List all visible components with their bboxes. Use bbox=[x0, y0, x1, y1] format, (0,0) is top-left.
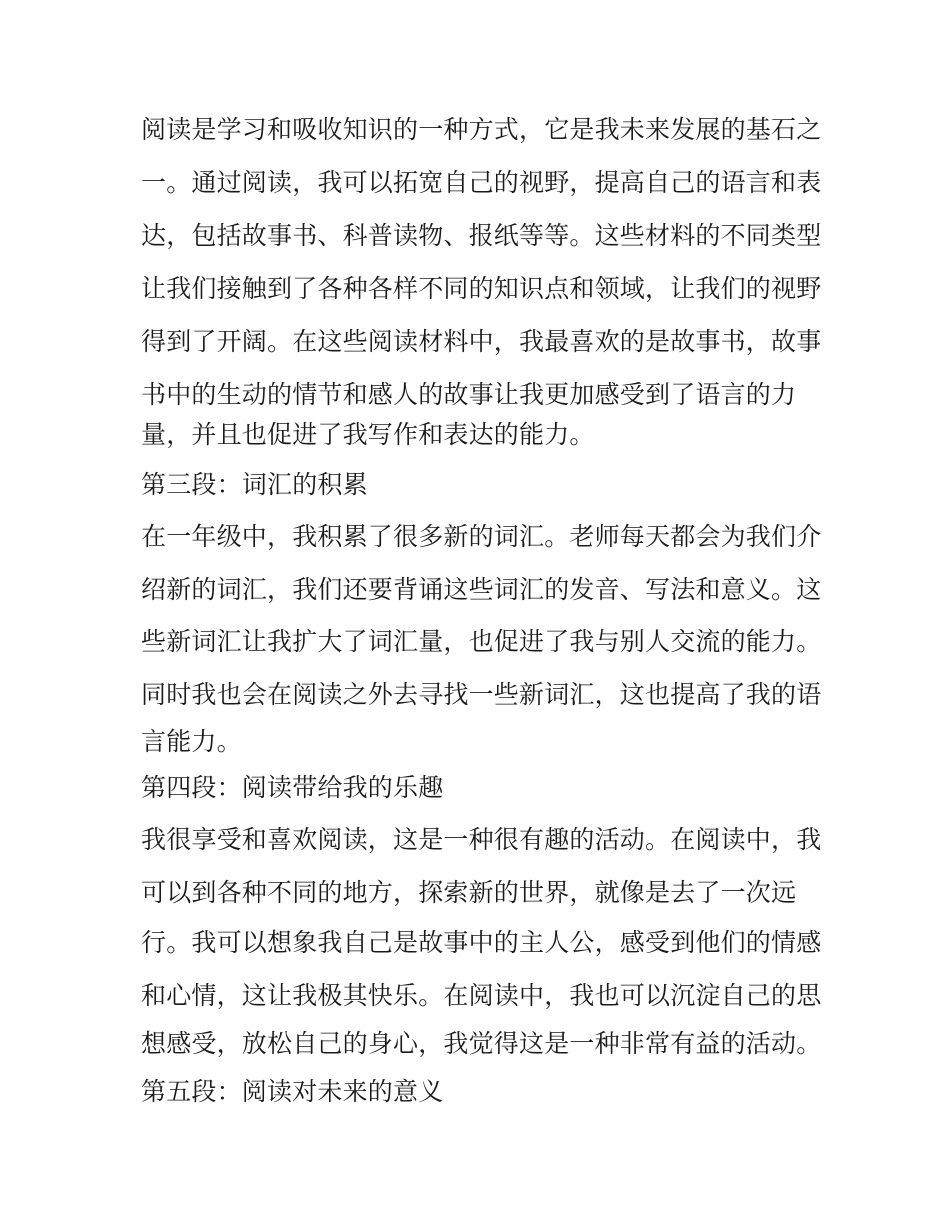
paragraph-line: 些新词汇让我扩大了词汇量，也促进了我与别人交流的能力。 bbox=[141, 627, 821, 656]
paragraph-line: 达，包括故事书、科普读物、报纸等等。这些材料的不同类型 bbox=[141, 221, 821, 250]
section-heading: 第三段：词汇的积累 bbox=[141, 470, 368, 499]
paragraph-line: 同时我也会在阅读之外去寻找一些新词汇，这也提高了我的语 bbox=[141, 680, 821, 709]
paragraph-line: 我很享受和喜欢阅读，这是一种很有趣的活动。在阅读中，我 bbox=[141, 825, 821, 854]
paragraph-line: 一。通过阅读，我可以拓宽自己的视野，提高自己的语言和表 bbox=[141, 168, 821, 197]
section-heading: 第五段：阅读对未来的意义 bbox=[141, 1077, 444, 1106]
paragraph-line: 言能力。 bbox=[141, 727, 242, 756]
paragraph-line: 阅读是学习和吸收知识的一种方式，它是我未来发展的基石之 bbox=[141, 115, 821, 144]
paragraph-line: 量，并且也促进了我写作和表达的能力。 bbox=[141, 420, 595, 449]
paragraph-line: 得到了开阔。在这些阅读材料中，我最喜欢的是故事书，故事 bbox=[141, 327, 821, 356]
paragraph-line: 想感受，放松自己的身心，我觉得这是一种非常有益的活动。 bbox=[141, 1029, 821, 1058]
paragraph-line: 和心情，这让我极其快乐。在阅读中，我也可以沉淀自己的思 bbox=[141, 981, 821, 1010]
paragraph-line: 行。我可以想象我自己是故事中的主人公，感受到他们的情感 bbox=[141, 928, 821, 957]
paragraph-line: 可以到各种不同的地方，探索新的世界，就像是去了一次远 bbox=[141, 878, 797, 907]
paragraph-line: 在一年级中，我积累了很多新的词汇。老师每天都会为我们介 bbox=[141, 522, 821, 551]
paragraph-line: 让我们接触到了各种各样不同的知识点和领域，让我们的视野 bbox=[141, 274, 821, 303]
paragraph-line: 绍新的词汇，我们还要背诵这些词汇的发音、写法和意义。这 bbox=[141, 575, 821, 604]
section-heading: 第四段：阅读带给我的乐趣 bbox=[141, 773, 444, 802]
paragraph-line: 书中的生动的情节和感人的故事让我更加感受到了语言的力 bbox=[141, 380, 797, 409]
